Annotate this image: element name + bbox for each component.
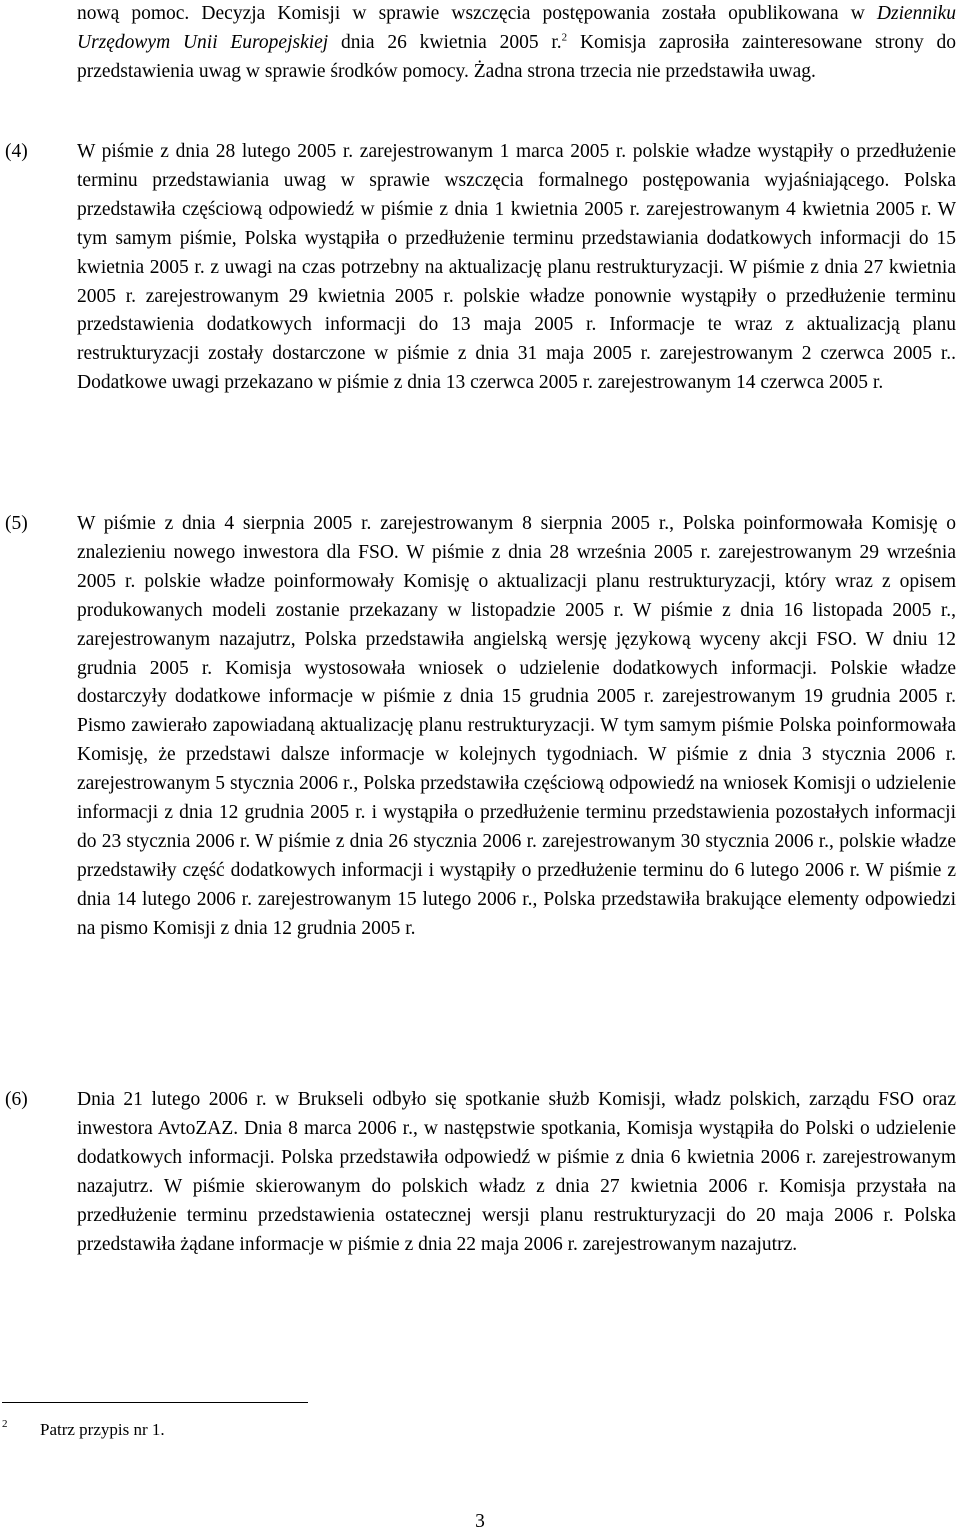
paragraph-5 — [77, 510, 956, 944]
paragraph-4-text: W piśmie z dnia 28 lutego 2005 r. zarejestrowanym 1 marca 2005 r. polskie władze wystąpiły o przedłużenie terminu przedstawiania uwag w sprawie wszczęcia formalnego postępowania wyjaśniającego. Polska przedstawiła częściową odpowiedź w piśmie z dnia 1 kwietnia 2005 r. zarejestrowanym 4 kwietnia 2005 r. W tym samym piśmie, Polska wystąpiła o przedłużenie terminu przedstawiania dodatkowych informacji do 15 kwietnia 2005 r. z uwagi na czas potrzebny na aktualizację planu restrukturyzacji. W piśmie z dnia 27 kwietnia 2005 r. zarejestrowanym 29 kwietnia 2005 r. polskie władze ponownie wystąpiły o przedłużenie terminu przedstawienia dodatkowych informacji do 13 maja 2005 r. Informacje te wraz z aktualizacją planu restrukturyzacji zostały dostarczone w piśmie z dnia 31 maja 2005 r. zarejestrowanym 2 czerwca 2005 r.. Dodatkowe uwagi przekazano w piśmie z dnia 13 czerwca 2005 r. zarejestrowanym 14 czerwca 2005 r. — [77, 141, 956, 394]
intro-text — [77, 0, 956, 87]
footnote-separator — [2, 1402, 308, 1403]
paragraph-number-4: (4) — [5, 141, 28, 162]
paragraph-number-5: (5) — [5, 513, 28, 534]
footnote-reference[interactable]: 2 — [561, 31, 568, 44]
paragraph-5-text: W piśmie z dnia 4 sierpnia 2005 r. zarejestrowanym 8 sierpnia 2005 r., Polska poinformowała Komisję o znalezieniu nowego inwestora dla FSO. W piśmie z dnia 28 września 2005 r. zarejestrowanym 29 września 2005 r. polskie władze poinformowały Komisję o aktualizacji planu restrukturyzacji, który wraz z opisem produkowanych modeli zostanie przekazany w listopadzie 2005 r. W piśmie z dnia 16 listopada 2005 r., zarejestrowanym nazajutrz, Polska przedstawiła angielską wersję językową wyceny akcji FSO. W dniu 12 grudnia 2005 r. Komisja wystosowała wniosek o udzielenie dodatkowych informacji. Polskie władze dostarczyły dodatkowe informacje w piśmie z dnia 15 grudnia 2005 r. zarejestrowanym 19 grudnia 2005 r. Pismo zawierało zapowiadaną aktualizację planu restrukturyzacji. W tym samym piśmie Polska poinformowała Komisję, że przedstawi dalsze informacje w kolejnych tygodniach. W piśmie z dnia 3 stycznia 2006 r. zarejestrowanym 5 stycznia 2006 r., Polska przedstawiła częściową odpowiedź na wniosek Komisji o udzielenie informacji z dnia 12 grudnia 2005 r. i wystąpiła o przedłużenie terminu przedstawienia pozostałych informacji do 23 stycznia 2006 r. W piśmie z dnia 26 stycznia 2006 r. zarejestrowanym 30 stycznia 2006 r., polskie władze przedstawiły część dodatkowych informacji i wystąpiły o przedłużenie terminu do 6 lutego 2006 r. W piśmie z dnia 14 lutego 2006 r. zarejestrowanym 15 lutego 2006 r., Polska przedstawiła brakujące elementy odpowiedzi na pismo Komisji z dnia 12 grudnia 2005 r. — [77, 513, 956, 939]
footnote-mark: 2 — [2, 1418, 8, 1430]
paragraph-4 — [77, 138, 956, 398]
intro-text-before-italic: nową pomoc. Decyzja Komisji w sprawie wszczęcia postępowania została opublikowana w — [77, 3, 877, 24]
page-number: 3 — [475, 1511, 485, 1532]
paragraph-6-text: Dnia 21 lutego 2006 r. w Brukseli odbyło się spotkanie służb Komisji, władz polskich, zarządu FSO oraz inwestora AvtoZAZ. Dnia 8 marca 2006 r., w następstwie spotkania, Komisja wystąpiła do Polski o udzielenie dodatkowych informacji. Polska przedstawiła odpowiedź w piśmie z dnia 6 kwietnia 2006 r. zarejestrowanym nazajutrz. W piśmie skierowanym do polskich władz z dnia 27 kwietnia 2006 r. Komisja przystała na przedłużenie terminu przedstawienia ostatecznej wersji planu restrukturyzacji do 20 maja 2006 r. Polska przedstawiła żądane informacje w piśmie z dnia 22 maja 2006 r. zarejestrowanym nazajutrz. — [77, 1089, 956, 1255]
paragraph-6 — [77, 1086, 956, 1259]
intro-paragraph — [77, 0, 956, 87]
intro-text-rest: Komisja zaprosiła zainteresowane strony do przedstawienia uwag w sprawie środków pomocy. Żadna strona trzecia nie przedstawiła uwag. — [77, 31, 956, 82]
intro-text-after-italic: dnia 26 kwietnia 2005 r. — [328, 31, 562, 53]
footnote-text: Patrz przypis nr 1. — [40, 1420, 165, 1439]
paragraph-number-6: (6) — [5, 1089, 28, 1110]
journal-name: Dzienniku Urzędowym Unii Europejskiej — [77, 3, 956, 53]
